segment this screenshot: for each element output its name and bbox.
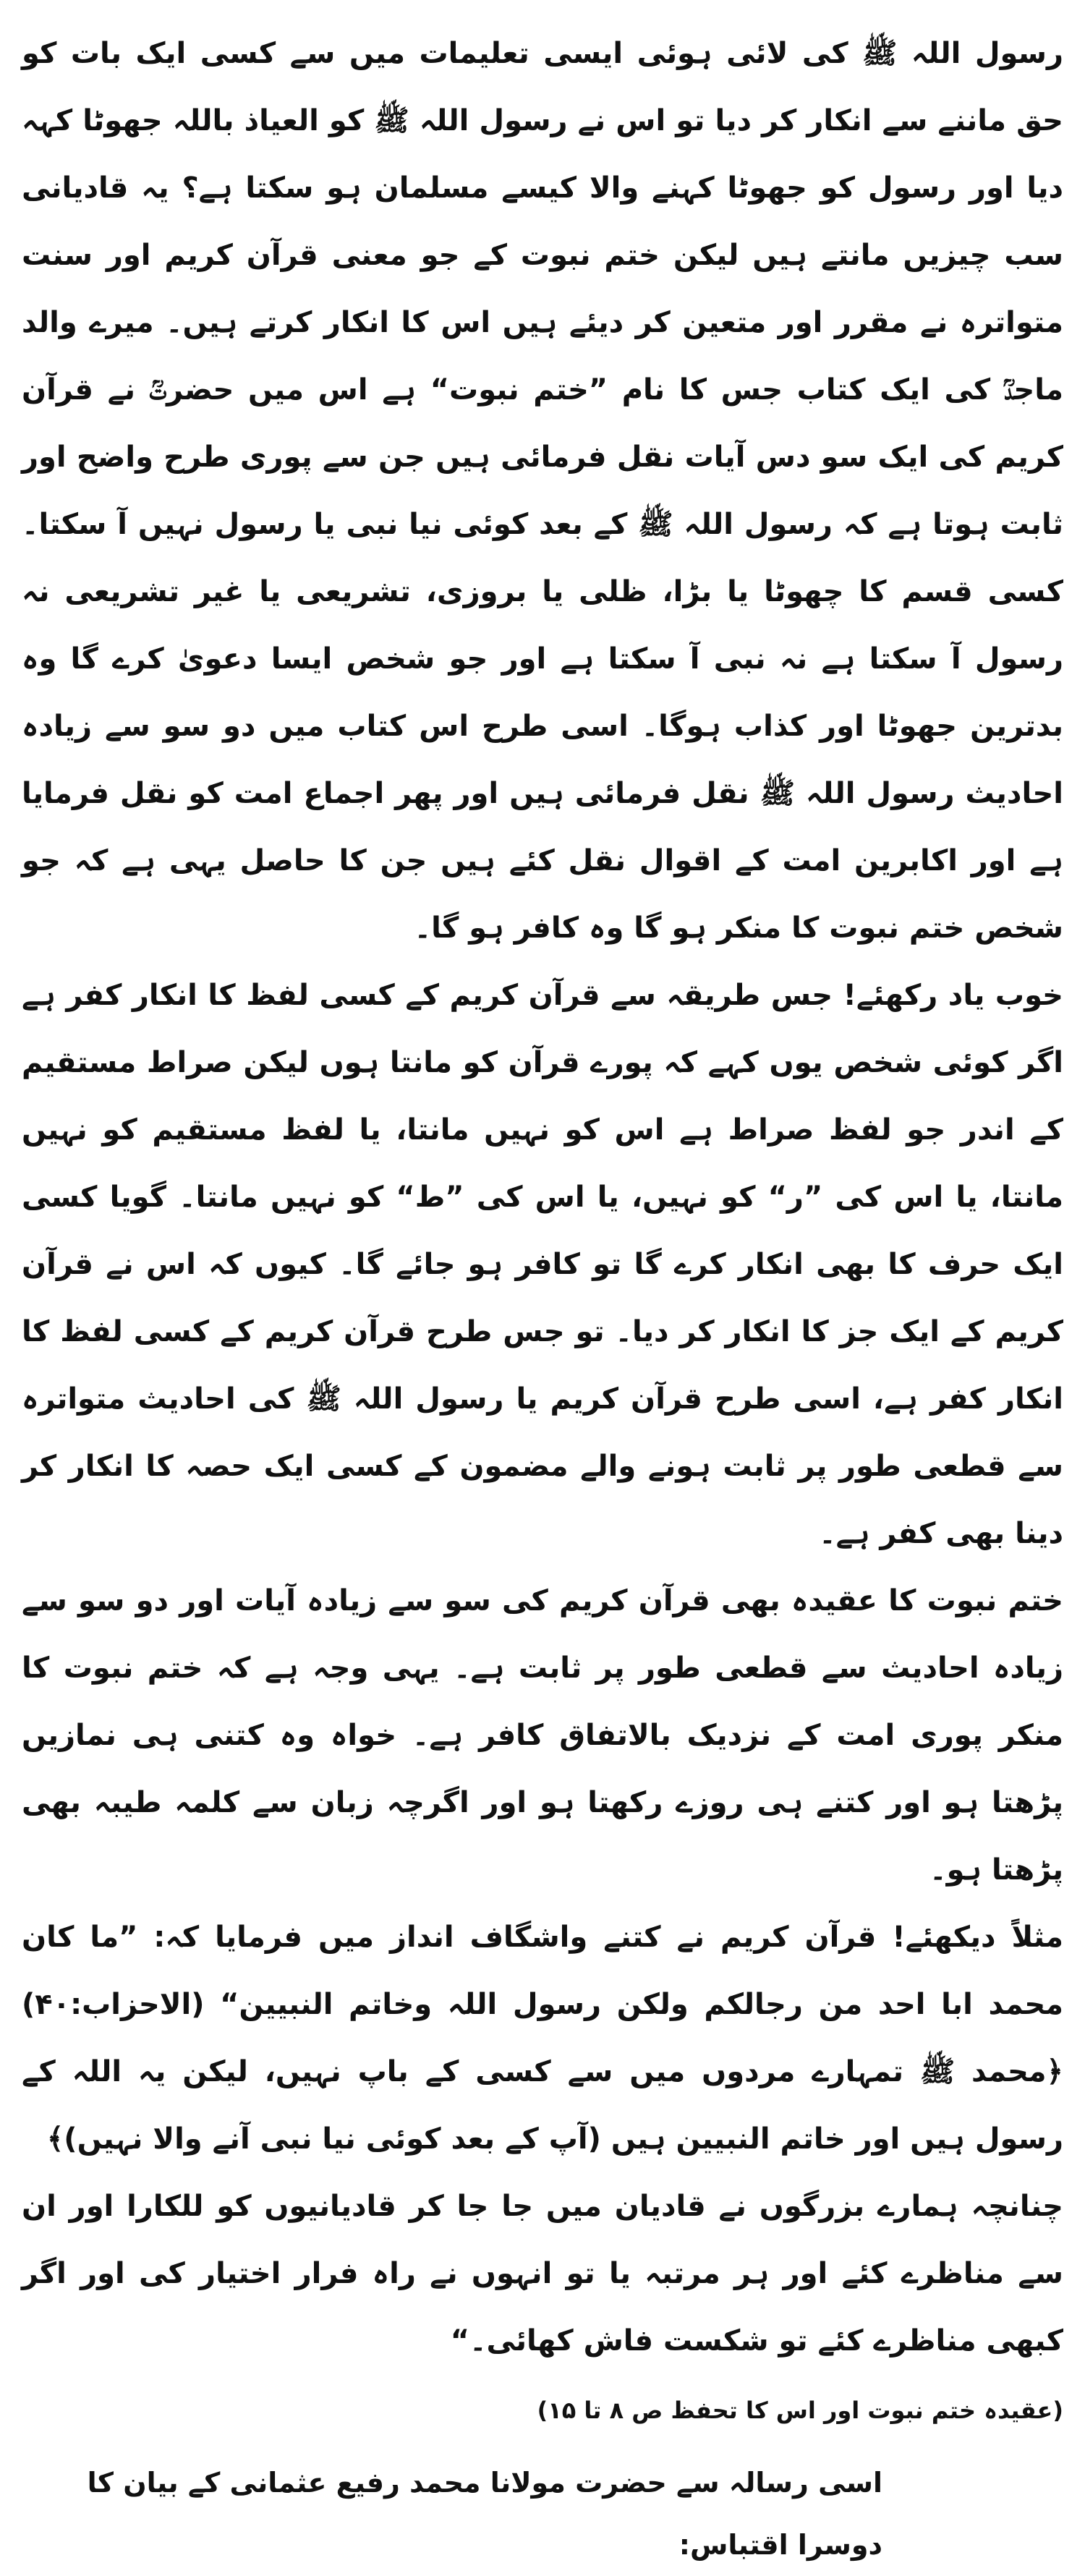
paragraph-khatm-nabuwwat-belief: ختم نبوت کا عقیدہ بھی قرآن کریم کی سو سے زیادہ آیات اور دو سو سے زیادہ احادیث سے قطعی طور پر ثابت ہے۔ یہی وجہ ہے کہ ختم نبوت کا منکر پوری امت کے نزدیک بالاتفاق کافر ہے۔ خواہ وہ کتنی ہی نمازیں پڑھتا ہو اور کتنے ہی روزے رکھتا ہو اور اگرچہ زبان سے کلمہ طیبہ بھی پڑھتا ہو۔ — [22, 1584, 1063, 1887]
document-page — [22, 20, 1063, 2576]
paragraph-finality-denial: رسول اللہ ﷺ کی لائی ہوئی ایسی تعلیمات میں سے کسی ایک بات کو حق ماننے سے انکار کر دیا تو اس نے رسول اللہ ﷺ کو العیاذ باللہ جھوٹا کہہ دیا اور رسول کو جھوٹا کہنے والا کیسے مسلمان ہو سکتا ہے؟ یہ قادیانی سب چیزیں مانتے ہیں لیکن ختم نبوت کے جو معنی قرآن کریم اور سنت متواترہ نے مقرر اور متعین کر دیئے ہیں اس کا انکار کرتے ہیں۔ میرے والد ماجدؒ کی ایک کتاب جس کا نام ”ختم نبوت“ ہے اس میں حضرتؒ نے قرآن کریم کی ایک سو دس آیات نقل فرمائی ہیں جن سے پوری طرح واضح اور ثابت ہوتا ہے کہ رسول اللہ ﷺ کے بعد کوئی نیا نبی یا رسول نہیں آ سکتا۔ کسی قسم کا چھوٹا یا بڑا، ظلی یا بروزی، تشریعی یا غیر تشریعی نہ رسول آ سکتا ہے نہ نبی آ سکتا ہے اور جو شخص ایسا دعویٰ کرے گا وہ بدترین جھوٹا اور کذاب ہوگا۔ اسی طرح اس کتاب میں دو سو سے زیادہ احادیث رسول اللہ ﷺ نقل فرمائی ہیں اور پھر اجماع امت کو نقل فرمایا ہے اور اکابرین امت کے اقوال نقل کئے ہیں جن کا حاصل یہی ہے کہ جو شخص ختم نبوت کا منکر ہو گا وہ کافر ہو گا۔ — [22, 37, 1063, 945]
paragraph-quran-verse-quote: مثلاً دیکھئے! قرآن کریم نے کتنے واشگاف انداز میں فرمایا کہ: ”ما کان محمد ابا احد من رجالکم ولکن رسول اللہ وخاتم النبیین“ (الاحزاب:۴۰) ﴿محمد ﷺ تمہارے مردوں میں سے کسی کے باپ نہیں، لیکن یہ اللہ کے رسول ہیں اور خاتم النبیین ہیں (آپ کے بعد کوئی نیا نبی آنے والا نہیں)﴾ — [22, 1921, 1063, 2156]
paragraph-elders-debates: چنانچہ ہمارے بزرگوں نے قادیان میں جا جا کر قادیانیوں کو للکارا اور ان سے مناظرے کئے اور ہر مرتبہ یا تو انہوں نے راہ فرار اختیار کی اور اگر کبھی مناظرے کئے تو شکست فاش کھائی۔“ — [22, 2190, 1063, 2358]
next-quote-intro: اسی رسالہ سے حضرت مولانا محمد رفیع عثمانی کے بیان کا دوسرا اقتباس: — [87, 2467, 882, 2561]
paragraph-quran-word-denial: خوب یاد رکھئے! جس طریقہ سے قرآن کریم کے کسی لفظ کا انکار کفر ہے اگر کوئی شخص یوں کہے کہ پورے قرآن کو مانتا ہوں لیکن صراط مستقیم کے اندر جو لفظ صراط ہے اس کو نہیں مانتا، یا لفظ مستقیم کو نہیں مانتا، یا اس کی ”ر“ کو نہیں، یا اس کی ”ط“ کو نہیں مانتا۔ گویا کسی ایک حرف کا بھی انکار کرے گا تو کافر ہو جائے گا۔ کیوں کہ اس نے قرآن کریم کے ایک جز کا انکار کر دیا۔ تو جس طرح قرآن کریم کے کسی لفظ کا انکار کفر ہے، اسی طرح قرآن کریم یا رسول اللہ ﷺ کی احادیث متواترہ سے قطعی طور پر ثابت ہونے والے مضمون کے کسی ایک حصہ کا انکار کر دینا بھی کفر ہے۔ — [22, 979, 1063, 1550]
source-citation: (عقیدہ ختم نبوت اور اس کا تحفظ ص ۸ تا ۱۵) — [537, 2397, 1063, 2424]
